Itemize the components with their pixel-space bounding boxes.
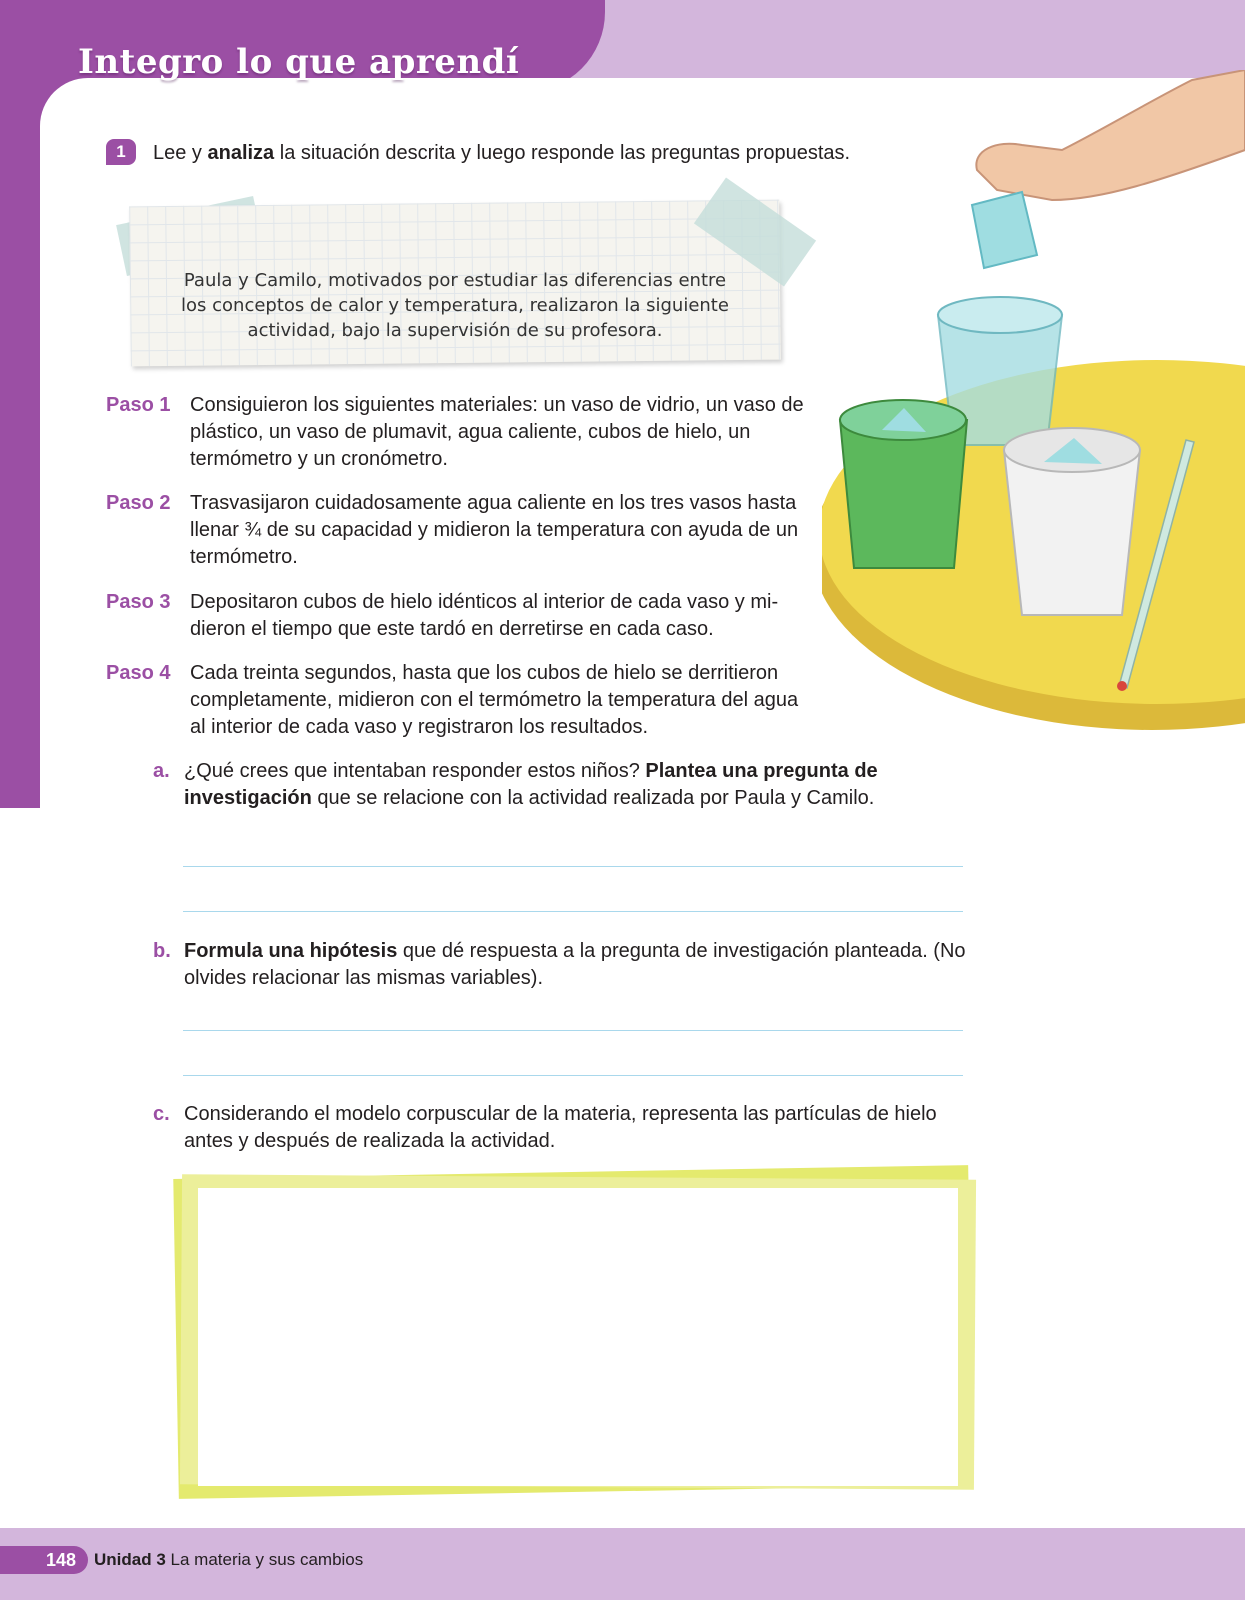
page-number: 148 [0, 1546, 88, 1574]
subquestion-letter: c. [153, 1103, 170, 1125]
hand [976, 70, 1245, 200]
subquestion-a-post: que se relacione con la actividad realizada por Paula y Camilo. [311, 787, 875, 809]
question-number-badge: 1 [106, 139, 136, 165]
page-title: Integro lo que aprendí [78, 42, 520, 82]
note-line-1: Paula y Camilo, motivados por estudiar las diferencias entre [183, 270, 727, 291]
drawing-area[interactable] [198, 1188, 958, 1486]
subquestion-a-pre: ¿Qué crees que intentaban responder estos niños? [184, 760, 646, 782]
instruction-pre: Lee y [153, 142, 208, 164]
note-line-3: actividad, bajo la supervisión de su profesora. [247, 320, 663, 341]
step-label: Paso 3 [106, 591, 171, 613]
answer-line-b1[interactable] [183, 1030, 963, 1031]
answer-line-a2[interactable] [183, 911, 963, 912]
subquestion-a-bold: Plantea una pregunta de investigación [184, 760, 878, 809]
foam-cup [1004, 450, 1140, 615]
instruction-bold: analiza [207, 142, 275, 164]
answer-line-b2[interactable] [183, 1075, 963, 1076]
ice-cube-held [972, 192, 1037, 268]
thermometer-bulb [1117, 681, 1127, 691]
footer-unit-label: Unidad 3 [94, 1550, 166, 1569]
subquestion-letter: a. [153, 760, 170, 782]
subquestion-letter: b. [153, 940, 171, 962]
experiment-illustration [822, 70, 1245, 760]
step-label: Paso 2 [106, 492, 171, 514]
step-text: Trasvasijaron cuidadosamente agua caliente en los tres vasos hasta llenar ¾ de su capacidad y midieron la temperatura con ayuda de un termómetro. [190, 492, 799, 568]
step-label: Paso 1 [106, 394, 171, 416]
footer-unit [94, 1549, 363, 1571]
subquestion-b-post: que dé respuesta a la pregunta de investigación planteada. (No olvides relacionar las mismas variables). [184, 940, 966, 989]
subquestion-text [184, 758, 974, 812]
note-line-2: los conceptos de calor y temperatura, realizaron la siguiente [181, 295, 729, 316]
footer-unit-title: La materia y sus cambios [165, 1550, 364, 1569]
subquestion-text: Considerando el modelo corpuscular de la materia, representa las partículas de hielo antes y después de realizada la actividad. [184, 1103, 937, 1152]
step-text: Depositaron cubos de hielo idénticos al interior de cada vaso y midieron el tiempo que este tardó en derretirse en cada caso. [190, 591, 779, 640]
note-text [170, 268, 740, 343]
plastic-cup [840, 420, 967, 568]
instruction-post: la situación descrita y luego responde las preguntas propuestas. [274, 142, 851, 164]
answer-line-a1[interactable] [183, 866, 963, 867]
step-text: Consiguieron los siguientes materiales: un vaso de vidrio, un vaso de plástico, un vaso de plumavit, agua caliente, cubos de hielo, un termómetro y un cronómetro. [190, 394, 804, 470]
step-text: Cada treinta segundos, hasta que los cubos de hielo se derritieron completamente, midieron con el termómetro la temperatura del agua al interior de cada vaso y registraron los resultados. [190, 662, 799, 738]
glass-cup-rim [938, 297, 1062, 333]
subquestion-text [184, 938, 974, 992]
question-instruction [153, 140, 850, 166]
subquestion-b-bold: Formula una hipótesis [184, 940, 398, 962]
step-label: Paso 4 [106, 662, 171, 684]
